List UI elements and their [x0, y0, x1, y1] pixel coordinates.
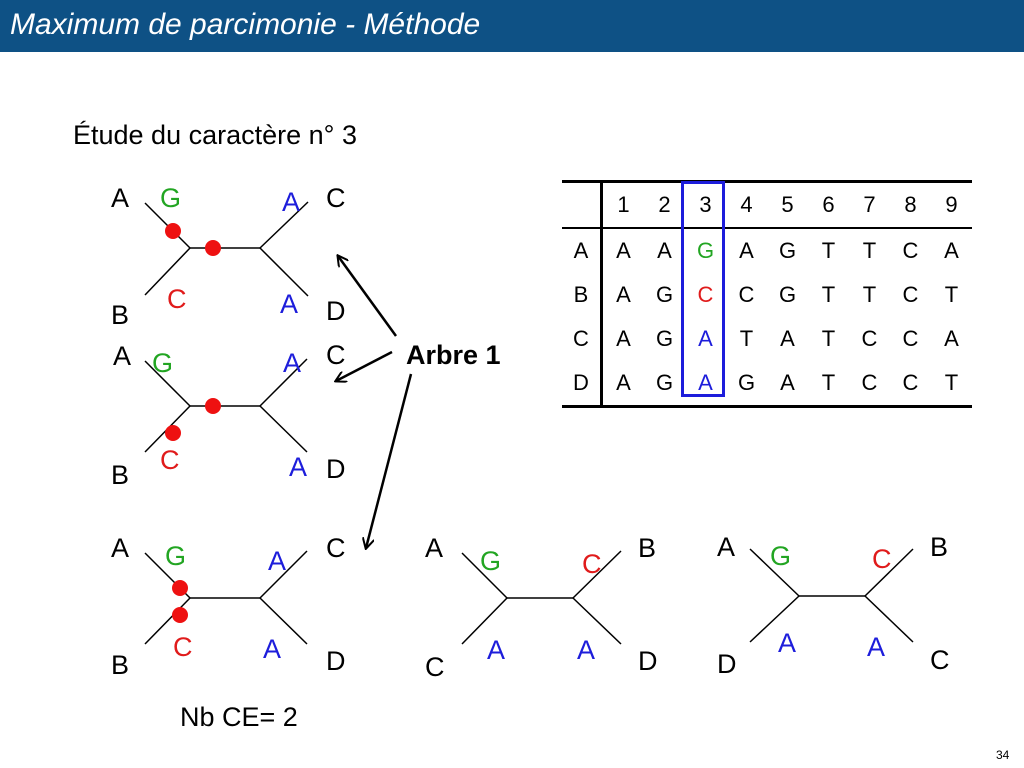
table-cell: T: [862, 282, 877, 307]
tree-5-state-tl: G: [770, 541, 792, 571]
tree-2-leaf-br: D: [326, 454, 346, 484]
row-taxon: C: [562, 317, 602, 361]
table-cell: A: [657, 238, 672, 263]
table-cell: A: [944, 326, 959, 351]
column-header: 8: [890, 182, 931, 229]
table-cell-highlight: A: [685, 361, 726, 407]
table-cell: A: [739, 238, 754, 263]
table-cell: A: [616, 326, 631, 351]
row-taxon: B: [562, 273, 602, 317]
tree-1-state-br: A: [280, 289, 299, 319]
tree-1-leaf-tl: A: [111, 183, 130, 213]
tree-1-leaf-br: D: [326, 296, 346, 326]
table-cell: G: [726, 361, 767, 407]
tree-2-state-tl: G: [152, 348, 174, 378]
table-cell: C: [861, 326, 878, 351]
table-cell: T: [931, 361, 972, 407]
tree-3-leaf-tr: C: [326, 533, 346, 563]
row-taxon: A: [562, 228, 602, 273]
tree-1-change-dot-1: [165, 223, 181, 239]
table-cell: A: [616, 238, 631, 263]
tree-5-state-br: A: [867, 632, 886, 662]
changes-count: Nb CE= 2: [180, 702, 298, 732]
table-cell: C: [902, 326, 919, 351]
tree-3-state-bl: C: [173, 632, 193, 662]
table-cell: T: [862, 238, 877, 263]
tree-2: [111, 340, 346, 490]
tree-2-leaf-bl: B: [111, 460, 130, 490]
tree-3: [111, 533, 346, 680]
table-cell: G: [655, 282, 674, 307]
tree-5-state-bl: A: [778, 628, 797, 658]
table-cell: A: [767, 361, 808, 407]
table-cell: A: [616, 282, 631, 307]
tree-4-state-bl: A: [487, 635, 506, 665]
table-cell: G: [655, 326, 674, 351]
tree-5-leaf-bl: D: [717, 649, 737, 679]
table-cell: T: [821, 326, 836, 351]
tree-4-leaf-tl: A: [425, 533, 444, 563]
tree-5-leaf-tl: A: [717, 532, 736, 562]
tree-2-state-bl: C: [160, 445, 180, 475]
tree-4-state-br: A: [577, 635, 596, 665]
slide-title: Maximum de parcimonie - Méthode: [10, 8, 481, 41]
table-corner: [562, 182, 602, 229]
table-cell: C: [849, 361, 890, 407]
column-highlight-box: [681, 181, 725, 397]
row-taxon: D: [562, 361, 602, 407]
table-cell: G: [778, 238, 797, 263]
tree-1-leaf-bl: B: [111, 300, 130, 330]
column-header: 7: [849, 182, 890, 229]
tree-2-leaf-tr: C: [326, 340, 346, 370]
tree-2-state-tr: A: [283, 348, 302, 378]
tree-2-change-dot-1: [205, 398, 221, 414]
tree-3-leaf-tl: A: [111, 533, 130, 563]
table-cell: C: [902, 282, 919, 307]
table-header-row: [562, 182, 972, 229]
table-cell: C: [902, 238, 919, 263]
tree-2-state-br: A: [289, 452, 308, 482]
table-cell: T: [944, 282, 959, 307]
table-cell: A: [780, 326, 795, 351]
tree-1-leaf-tr: C: [326, 183, 346, 213]
tree-3-leaf-br: D: [326, 646, 346, 676]
tree-2-branch-br: [260, 406, 307, 452]
character-matrix: [562, 180, 972, 408]
tree-3-change-dot-2: [172, 607, 188, 623]
table-cell-highlight: C: [697, 282, 714, 307]
table-cell: T: [739, 326, 754, 351]
table-cell: A: [944, 238, 959, 263]
tree-5-leaf-tr: B: [930, 532, 949, 562]
tree-3-leaf-bl: B: [111, 650, 130, 680]
tree-3-state-tl: G: [165, 541, 187, 571]
table-cell-highlight: A: [698, 326, 713, 351]
tree-5-leaf-br: C: [930, 645, 950, 675]
tree-4-leaf-tr: B: [638, 533, 657, 563]
tree-2-change-dot-2: [165, 425, 181, 441]
column-header: 6: [808, 182, 849, 229]
tree-3-change-dot-1: [172, 580, 188, 596]
tree-5: [717, 532, 950, 679]
column-header: 5: [767, 182, 808, 229]
tree-4: [425, 533, 658, 682]
tree-1-change-dot-2: [205, 240, 221, 256]
table-row: [562, 361, 972, 407]
table-row: [562, 228, 972, 273]
arrow-to-tree-3: [366, 374, 411, 548]
tree-1: [111, 183, 346, 330]
column-header: 2: [644, 182, 685, 229]
tree-4-state-tr: C: [582, 549, 602, 579]
tree-2-leaf-tl: A: [113, 341, 132, 371]
table-cell: G: [644, 361, 685, 407]
table-cell: A: [602, 361, 645, 407]
tree-4-state-tl: G: [480, 546, 502, 576]
table-cell: T: [808, 361, 849, 407]
table-cell: T: [821, 238, 836, 263]
table-row: [562, 317, 972, 361]
column-header: 4: [726, 182, 767, 229]
tree-label: Arbre 1: [406, 340, 501, 370]
column-header: 1: [602, 182, 645, 229]
table-row: [562, 273, 972, 317]
table-cell: C: [738, 282, 755, 307]
column-header: 3: [685, 182, 726, 229]
character-subtitle: Étude du caractère n° 3: [73, 120, 357, 150]
tree-3-state-br: A: [263, 634, 282, 664]
tree-4-leaf-br: D: [638, 646, 658, 676]
page-number: 34: [996, 748, 1010, 762]
tree-4-leaf-bl: C: [425, 652, 445, 682]
tree-1-state-bl: C: [167, 284, 187, 314]
tree-1-state-tl: G: [160, 183, 182, 213]
table-cell: G: [778, 282, 797, 307]
table-cell: C: [890, 361, 931, 407]
table-cell: T: [821, 282, 836, 307]
tree-1-state-tr: A: [282, 187, 301, 217]
tree-5-state-tr: C: [872, 544, 892, 574]
arrow-to-tree-1: [338, 256, 396, 336]
table-cell-highlight: G: [696, 238, 715, 263]
column-header: 9: [931, 182, 972, 229]
tree-3-state-tr: A: [268, 546, 287, 576]
